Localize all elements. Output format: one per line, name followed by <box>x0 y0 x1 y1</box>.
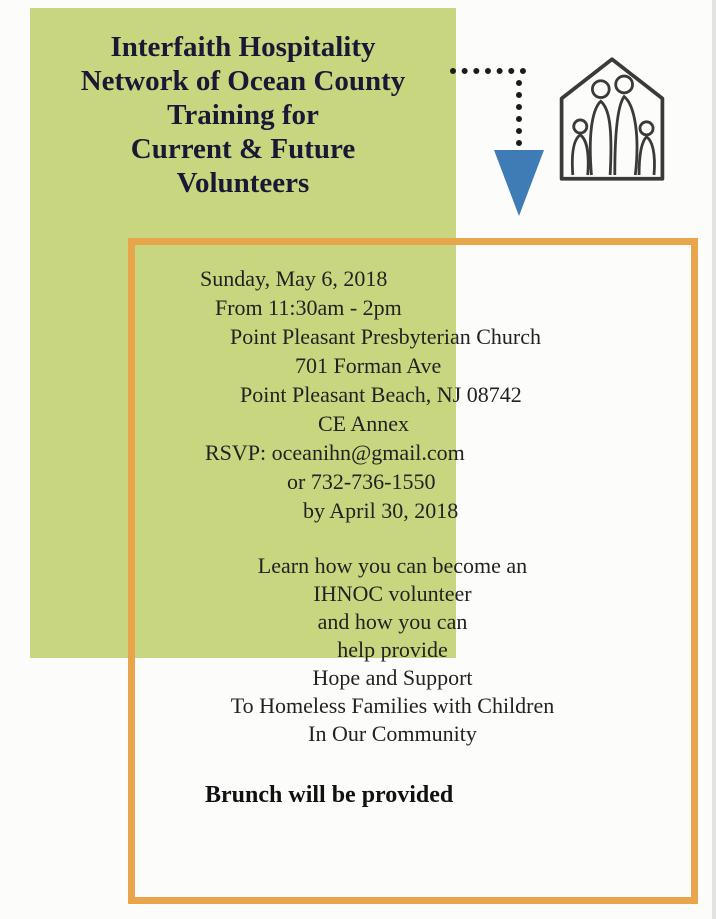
event-description <box>135 552 650 748</box>
event-details <box>135 264 680 525</box>
dotted-line-horizontal <box>450 68 526 74</box>
event-venue: Point Pleasant Presbyterian Church <box>230 324 542 349</box>
family-in-house-icon <box>556 52 668 186</box>
description-line: Learn how you can become an <box>257 553 528 578</box>
rsvp-email: RSVP: oceanihn@gmail.com <box>205 440 465 465</box>
description-line: and how you can <box>317 609 468 634</box>
scan-edge-artifact <box>712 0 716 919</box>
title-line: Interfaith Hospitality <box>110 31 376 63</box>
description-line: IHNOC volunteer <box>313 581 472 606</box>
brunch-note: Brunch will be provided <box>205 782 454 808</box>
event-date: Sunday, May 6, 2018 <box>200 266 388 291</box>
description-line: help provide <box>337 637 448 662</box>
title-line: Training for <box>167 99 319 131</box>
rsvp-phone: or 732-736-1550 <box>287 469 436 494</box>
rsvp-deadline: by April 30, 2018 <box>303 498 459 523</box>
description-line: In Our Community <box>308 721 477 746</box>
event-city: Point Pleasant Beach, NJ 08742 <box>240 382 522 407</box>
title-line: Volunteers <box>176 167 310 199</box>
description-line: Hope and Support <box>312 665 473 690</box>
down-arrow-icon <box>494 150 544 216</box>
dotted-line-vertical <box>516 80 522 146</box>
title-line: Current & Future <box>130 133 356 165</box>
description-line: To Homeless Families with Children <box>230 693 555 718</box>
flyer-title <box>30 30 456 200</box>
title-line: Network of Ocean County <box>80 65 406 97</box>
event-street: 701 Forman Ave <box>295 353 442 378</box>
event-room: CE Annex <box>318 411 410 436</box>
event-time: From 11:30am - 2pm <box>215 295 402 320</box>
